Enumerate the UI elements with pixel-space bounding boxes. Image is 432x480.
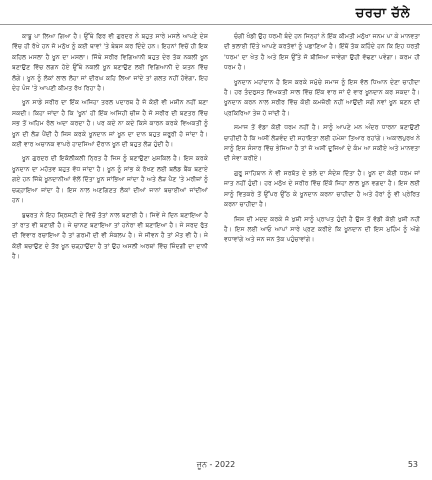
page-footer — [0, 460, 432, 472]
header-divider — [0, 24, 432, 25]
paragraph: ਖੂਨ ਗੁਰਦਰ ਦੀ ਇਕੱਲੀਕਲੀ ਨ੍ਰਿਤ ਹੈ ਜਿਸ ਨੂੰ ਬਣਾਉਣਾ ਮੁਸ਼ਕਿਲ ਹੈ। ਇਸ ਕਰਕੇ ਖੂਨਦਾਨ ਦਾ ਮਹੱਤਵ ਬਹੁਤ ਵੱਧ ਜਾਂਦਾ ਹੈ। ਖੂਨ ਨੂੰ ਸਾਂਭ ਕੇ ਰੱਖਣ ਲਈ ਬਲੱਡ ਬੈਂਕ ਬਣਾਏ ਗਏ ਹਨ ਜਿੱਥੇ ਖੂਨਦਾਨੀਆਂ ਵੱਲੋਂ ਦਿੱਤਾ ਖੂਨ ਸਾਂਭਿਆ ਜਾਂਦਾ ਹੈ ਅਤੇ ਲੋੜ ਪੈਣ 'ਤੇ ਮਰੀਜ਼ਾਂ ਨੂੰ ਚੜ੍ਹਾਇਆ ਜਾਂਦਾ ਹੈ। ਇਸ ਨਾਲ ਅਣਗਿਣਤ ਲੋਕਾਂ ਦੀਆਂ ਜਾਨਾਂ ਬਚਾਈਆਂ ਜਾਂਦੀਆਂ ਹਨ। — [12, 155, 208, 205]
paragraph: ਸਮਾਜ ਤੋਂ ਵੱਡਾ ਕੋਈ ਧਰਮ ਨਹੀਂ ਹੈ। ਸਾਨੂੰ ਆਪਣੇ ਮਨ ਅੰਦਰ ਧਾਰਨਾ ਬਣਾਉਣੀ ਚਾਹੀਦੀ ਹੈ ਕਿ ਅਸੀਂ ਲੋੜਵੰਦ ਦੀ ਸਹਾਇਤਾ ਲਈ ਹਮੇਸ਼ਾ ਤਿਆਰ ਰਹਾਂਗੇ। ਅਕਾਲਪੁਰਖ ਨੇ ਸਾਨੂੰ ਇਸ ਸੰਸਾਰ ਵਿੱਚ ਭੇਜਿਆ ਹੈ ਤਾਂ ਜੋ ਅਸੀਂ ਦੂਜਿਆਂ ਦੇ ਕੰਮ ਆ ਸਕੀਏ ਅਤੇ ਮਾਨਵਤਾ ਦੀ ਸੇਵਾ ਕਰੀਏ। — [224, 124, 420, 163]
paragraph: ਕਾਬੂ ਪਾ ਲਿਆ ਗਿਆ ਹੈ। ਉੱਥੇ ਫਿਰ ਵੀ ਗੁਰਦਰ ਨੇ ਬਹੁਤ ਸਾਰੇ ਮਸਲੇ ਆਪਣੇ ਦੇਸ਼ ਵਿੱਚ ਹੀ ਰੱਖੇ ਹਨ ਜੋ ਮਨੁੱਖ ਨੂੰ ਕਈ ਥਾਵਾਂ 'ਤੇ ਬੇਬਸ ਕਰ ਦਿੰਦੇ ਹਨ। ਇਹਨਾਂ ਵਿਚੋਂ ਹੀ ਇਕ ਕਹਿਲ ਮਸਲਾ ਹੈ ਖੂਨ ਦਾ ਮਸਲਾ। ਜਿੱਥੇ ਸਰੀਰ ਵਿਗਿਆਨੀ ਬਹੁਤ ਦੇਰ ਤੱਕ ਨਕਲੀ ਖੂਨ ਬਣਾਉਣ ਵਿੱਚ ਲਗਨ ਹੋਏ ਉੱਥੇ ਨਕਲੀ ਖੂਨ ਬਣਾਉਣ ਲਈ ਵਿਗਿਆਨੀ ਦੇ ਯਤਨ ਵਿੱਚ ਲੱਗੇ। ਖੂਨ ਨੂੰ ਲੋਕਾਂ ਲਾਲ ਲੋਹਾ ਜਾਂ ਦੀਰਘ ਕਹਿ ਲਿਆ ਜਾਂਦੇ ਤਾਂ ਗਲਤ ਨਹੀਂ ਹੋਵੇਗਾ, ਇਹ ਦੇਹ ਪੰਜ 'ਤੇ ਆਪਣੀ ਕੀਮਤ ਰੱਖ ਰਿਹਾ ਹੈ। — [12, 33, 208, 93]
paragraph: ਖੂਨਦਾਨ ਮਹਾਂਦਾਨ ਹੈ ਇਸ ਕਰਕੇ ਸਮੁੱਚੇ ਸਮਾਜ ਨੂੰ ਇਸ ਵੱਲ ਧਿਆਨ ਦੇਣਾ ਚਾਹੀਦਾ ਹੈ। ਹਰ ਤੰਦਰੁਸਤ ਵਿਅਕਤੀ ਸਾਲ ਵਿੱਚ ਇੱਕ ਵਾਰ ਜਾਂ ਦੋ ਵਾਰ ਖੂਨਦਾਨ ਕਰ ਸਕਦਾ ਹੈ। ਖੂਨਦਾਨ ਕਰਨ ਨਾਲ ਸਰੀਰ ਵਿੱਚ ਕੋਈ ਕਮਜ਼ੋਰੀ ਨਹੀਂ ਆਉਂਦੀ ਸਗੋਂ ਨਵਾਂ ਖੂਨ ਬਣਨ ਦੀ ਪ੍ਰਕਿਰਿਆ ਤੇਜ਼ ਹੋ ਜਾਂਦੀ ਹੈ। — [224, 78, 420, 117]
paragraph: ਬੁਢਰਤ ਨੇ ਇਹ ਸ਼੍ਰਿਸ਼ਟੀ ਦੇ ਵਿਚੋਂ ਤੱਤਾਂ ਨਾਲ ਬਣਾਈ ਹੈ। ਜਿਵੇਂ ਜੇ ਦਿਨ ਬਣਾਇਆ ਹੈ ਤਾਂ ਰਾਤ ਵੀ ਬਣਾਈ ਹੈ। ਜੇ ਚਾਨਣ ਬਣਾਇਆ ਤਾਂ ਹਨੇਰਾ ਵੀ ਬਣਾਇਆ ਹੈ। ਜੇ ਸਰਦ ਰੁੱਤ ਦੀ ਵਿਵਾਰ ਰਚਾਇਆ ਹੈ ਤਾਂ ਗਰਮੀ ਦੀ ਵੀ ਸੰਕਲਪ ਹੈ। ਜੇ ਜੀਵਨ ਹੈ ਤਾਂ ਮੌਤ ਵੀ ਹੈ। ਜੇ ਕੋਈ ਬਚਾਉਣ ਦੇ ਤੌਰ ਖੂਨ ਚੜ੍ਹਾਉਂਦਾ ਹੈ ਤਾਂ ਉਹ ਅਸਲੀ ਅਰਥਾਂ ਵਿੱਚ ਜ਼ਿੰਦਗੀ ਦਾ ਦਾਨੀ ਹੈ। — [12, 211, 208, 261]
paragraph: ਗੁਰੂ ਸਾਹਿਬਾਨ ਨੇ ਵੀ ਸਰਬੱਤ ਦੇ ਭਲੇ ਦਾ ਸੰਦੇਸ਼ ਦਿੱਤਾ ਹੈ। ਖੂਨ ਦਾ ਕੋਈ ਧਰਮ ਜਾਂ ਜਾਤ ਨਹੀਂ ਹੁੰਦੀ। ਹਰ ਮਨੁੱਖ ਦੇ ਸਰੀਰ ਵਿੱਚ ਇੱਕੋ ਜਿਹਾ ਲਾਲ ਖੂਨ ਵਗਦਾ ਹੈ। ਇਸ ਲਈ ਸਾਨੂੰ ਵਿਤਕਰੇ ਤੋਂ ਉੱਪਰ ਉੱਠ ਕੇ ਖੂਨਦਾਨ ਕਰਨਾ ਚਾਹੀਦਾ ਹੈ ਅਤੇ ਹੋਰਾਂ ਨੂੰ ਵੀ ਪ੍ਰੇਰਿਤ ਕਰਨਾ ਚਾਹੀਦਾ ਹੈ। — [224, 169, 420, 209]
paragraph: ਖੂਨ ਸਾਡੇ ਸਰੀਰ ਦਾ ਇੱਕ ਅਜਿਹਾ ਤਰਲ ਪਦਾਰਥ ਹੈ ਜੋ ਕੋਈ ਵੀ ਮਸ਼ੀਨ ਨਹੀਂ ਬਣਾ ਸਕਦੀ। ਕਿਹਾ ਜਾਂਦਾ ਹੈ ਕਿ 'ਖੂਨ' ਹੀ ਇੱਕ ਅਜਿਹੀ ਚੀਜ਼ ਹੈ ਜੋ ਸਰੀਰ ਦੀ ਬਣਤਰ ਵਿੱਚ ਸਭ ਤੋਂ ਅਹਿਮ ਰੋਲ ਅਦਾ ਕਰਦਾ ਹੈ। ਪਰ ਕਦੇ ਨਾ ਕਦੇ ਕਿਸੇ ਕਾਰਨ ਕਰਕੇ ਵਿਅਕਤੀ ਨੂੰ ਖੂਨ ਦੀ ਲੋੜ ਪੈਂਦੀ ਹੈ ਜਿਸ ਕਰਕੇ ਖੂਨਦਾਨ ਜਾਂ ਖੂਨ ਦਾ ਦਾਨ ਬਹੁਤ ਜ਼ਰੂਰੀ ਹੋ ਜਾਂਦਾ ਹੈ। ਕਈ ਵਾਰ ਅਚਾਨਕ ਵਾਪਰੇ ਹਾਦਸਿਆਂ ਦੌਰਾਨ ਖੂਨ ਦੀ ਬਹੁਤ ਲੋੜ ਹੁੰਦੀ ਹੈ। — [12, 99, 208, 149]
issue-date: ਜੂਨ - 2022 — [196, 460, 236, 469]
section-title: ਚਰਚਾ ਚੱਲੇ — [355, 6, 410, 21]
page-number: 53 — [407, 460, 418, 469]
page-header — [0, 0, 432, 26]
paragraph: ਚੰਗੀ ਖੰਡੀ ਉਹ ਧਰਮੀ ਬੰਦੇ ਹਨ ਜਿਨ੍ਹਾਂ ਨੇ ਇੱਕ ਕੀਮਤੀ ਮਨੁੱਖਾ ਜਨਮ ਪਾ ਕੇ ਮਾਨਵਤਾ ਦੀ ਭਲਾਈ ਦਿੱਤੇ ਆਪਣੇ ਕਰਤੱਵਾਂ ਨੂੰ ਪਛਾਣਿਆ ਹੈ। ਇੱਥੋਂ ਤੱਕ ਕਹਿੰਦੇ ਹਨ ਕਿ ਇਹ ਧਰਤੀ 'ਧਰਮ' ਦਾ ਖੇਤ ਹੈ ਅਤੇ ਇਸ ਉੱਤੇ ਜੋ ਬੀਜਿਆ ਜਾਵੇਗਾ ਉਹੀ ਵੱਢਣਾ ਪਵੇਗਾ। ਕਰਮ ਹੀ ਧਰਮ ਹੈ। — [224, 33, 420, 72]
paragraph: ਜਿਸ ਦੀ ਮਦਦ ਕਰਕੇ ਜੋ ਖੁਸ਼ੀ ਸਾਨੂੰ ਪ੍ਰਾਪਤ ਹੁੰਦੀ ਹੈ ਉਸ ਤੋਂ ਵੱਡੀ ਕੋਈ ਖੁਸ਼ੀ ਨਹੀਂ ਹੈ। ਇਸ ਲਈ ਆਓ ਆਪਾਂ ਸਾਰੇ ਪ੍ਰਣ ਕਰੀਏ ਕਿ ਖੂਨਦਾਨ ਦੀ ਇਸ ਮੁਹਿੰਮ ਨੂੰ ਅੱਗੇ ਵਧਾਵਾਂਗੇ ਅਤੇ ਜਨ ਜਨ ਤੱਕ ਪਹੁੰਚਾਵਾਂਗੇ। — [224, 215, 420, 244]
article-body — [12, 32, 420, 454]
left-column — [12, 32, 208, 454]
right-column — [224, 32, 420, 454]
